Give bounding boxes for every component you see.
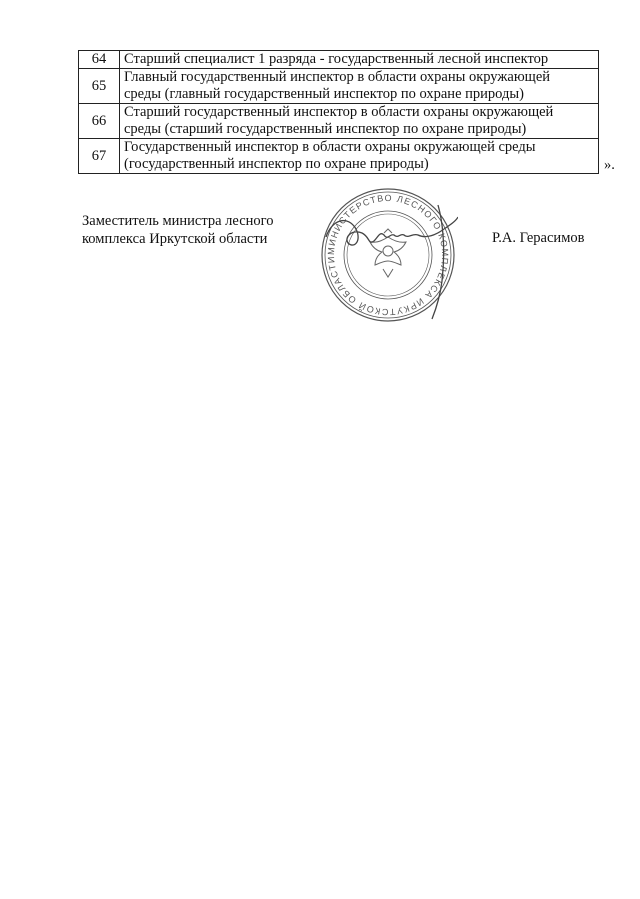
row-number: 65	[79, 69, 120, 104]
table-row	[79, 104, 599, 139]
seal-ring-text: МИНИСТЕРСТВО ЛЕСНОГО КОМПЛЕКСА ИРКУТСКОЙ ОБЛАСТИ	[325, 192, 451, 318]
positions-table	[78, 50, 599, 174]
position-title: Старший специалист 1 разряда - государственный лесной инспектор	[120, 51, 599, 69]
closing-quote: ».	[604, 157, 615, 173]
official-seal	[318, 185, 458, 325]
eagle-emblem	[370, 229, 406, 277]
table-row	[79, 51, 599, 69]
row-number: 67	[79, 139, 120, 174]
position-title-line: Государственный инспектор в области охраны окружающей среды	[124, 139, 536, 155]
seal-stamp	[322, 189, 454, 321]
signer-position-line: Заместитель министра лесного	[82, 213, 274, 229]
signer-position	[82, 212, 302, 248]
position-title	[120, 104, 599, 139]
position-title-line: Старший государственный инспектор в области охраны окружающей	[124, 104, 554, 120]
position-title-line: среды (старший государственный инспектор по охране природы)	[124, 121, 527, 137]
signer-name: Р.А. Герасимов	[492, 230, 585, 246]
position-title-line: среды (главный государственный инспектор по охране природы)	[124, 86, 524, 102]
row-number: 66	[79, 104, 120, 139]
position-title-line: (государственный инспектор по охране природы)	[124, 156, 429, 172]
row-number: 64	[79, 51, 120, 69]
position-title	[120, 69, 599, 104]
position-title-line: Главный государственный инспектор в области охраны окружающей	[124, 69, 551, 85]
table-row	[79, 69, 599, 104]
table-row	[79, 139, 599, 174]
position-title	[120, 139, 599, 174]
signer-position-line: комплекса Иркутской области	[82, 231, 268, 247]
